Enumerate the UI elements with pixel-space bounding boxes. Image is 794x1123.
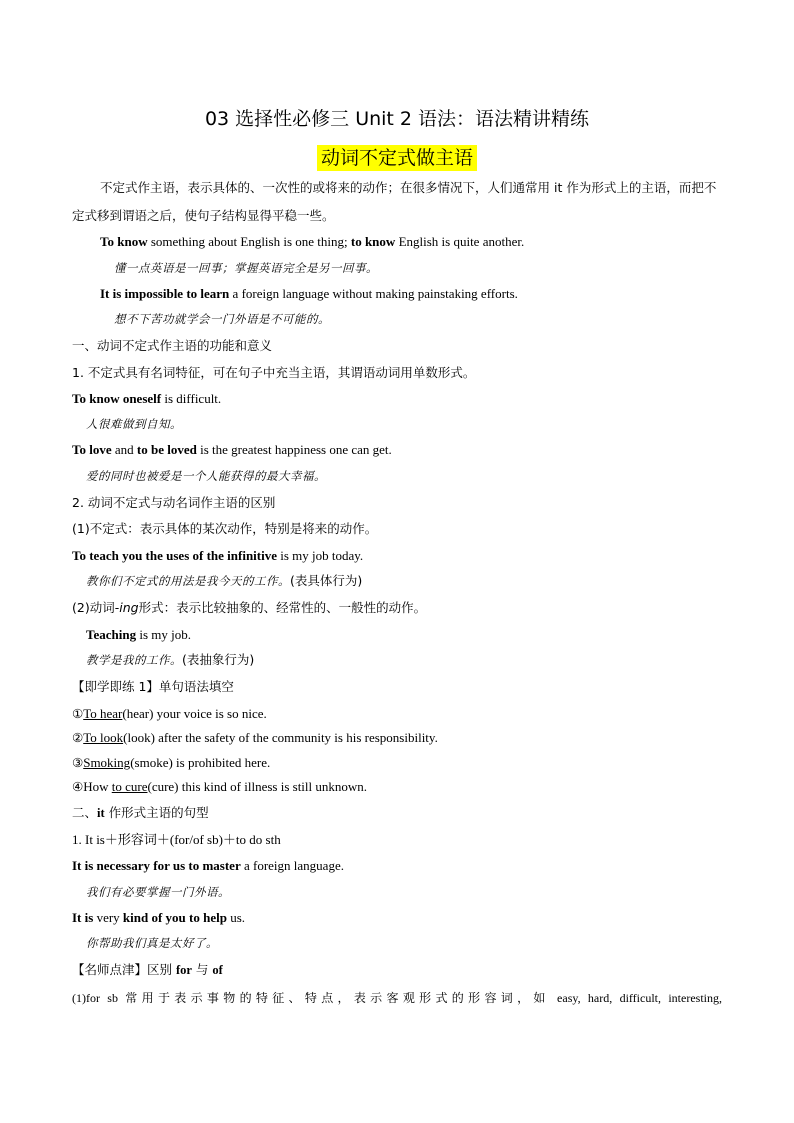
example-2: It is impossible to learn a foreign language without making painstaking efforts. bbox=[100, 286, 518, 301]
drill-question-1: ①To hear(hear) your voice is so nice. bbox=[72, 706, 267, 721]
highlighted-subtitle: 动词不定式做主语 bbox=[317, 145, 477, 171]
example-3-translation: 人很难做到自知。 bbox=[86, 417, 182, 431]
example-1: To know something about English is one thing; to know English is quite another. bbox=[100, 234, 525, 249]
point-1: 1. 不定式具有名词特征，可在句子中充当主语，其谓语动词用单数形式。 bbox=[72, 365, 476, 380]
subtitle-wrap bbox=[0, 145, 794, 171]
example-5: To teach you the uses of the infinitive is my job today. bbox=[72, 548, 364, 563]
example-8: It is very kind of you to help us. bbox=[72, 910, 246, 925]
example-7: It is necessary for us to master a foreign language. bbox=[72, 858, 344, 873]
point-2: 2. 动词不定式与动名词作主语的区别 bbox=[72, 495, 276, 510]
example-4: To love and to be loved is the greatest happiness one can get. bbox=[72, 442, 392, 457]
teacher-tip-heading: 【名师点津】区别 for 与 of bbox=[72, 962, 223, 977]
point-2-2: (2)动词-ing形式：表示比较抽象的、经常性的、一般性的动作。 bbox=[72, 600, 427, 615]
example-3: To know oneself is difficult. bbox=[72, 391, 222, 406]
answer-blank: to cure bbox=[111, 779, 148, 794]
answer-blank: To hear bbox=[83, 706, 123, 721]
answer-blank: Smoking bbox=[83, 755, 131, 770]
page-title: 03 选择性必修三 Unit 2 语法：语法精讲精练 bbox=[204, 108, 590, 130]
pattern-1: 1. It is＋形容词＋(for/of sb)＋to do sth bbox=[72, 832, 281, 847]
example-6-translation: 教学是我的工作。(表抽象行为) bbox=[86, 652, 255, 667]
section-heading-2: 二、it 作形式主语的句型 bbox=[72, 805, 209, 820]
example-4-translation: 爱的同时也被爱是一个人能获得的最大幸福。 bbox=[86, 469, 326, 483]
tip-point-1: (1)for sb 常用于表示事物的特征、特点，表示客观形式的形容词，如 easy, hard, difficult, interesting, bbox=[72, 991, 722, 1005]
section-heading-1: 一、动词不定式作主语的功能和意义 bbox=[72, 338, 273, 353]
example-6: Teaching is my job. bbox=[86, 627, 191, 642]
example-7-translation: 我们有必要掌握一门外语。 bbox=[86, 885, 230, 899]
drill-question-2: ②To look(look) after the safety of the community is his responsibility. bbox=[72, 730, 438, 745]
drill-heading: 【即学即练 1】单句语法填空 bbox=[72, 679, 234, 694]
point-2-1: (1)不定式：表示具体的某次动作，特别是将来的动作。 bbox=[72, 521, 378, 536]
example-8-translation: 你帮助我们真是太好了。 bbox=[86, 936, 218, 950]
answer-blank: To look bbox=[83, 730, 124, 745]
example-5-translation: 教你们不定式的用法是我今天的工作。(表具体行为) bbox=[86, 573, 363, 588]
example-1-translation: 懂一点英语是一回事；掌握英语完全是另一回事。 bbox=[114, 261, 378, 275]
drill-question-3: ③Smoking(smoke) is prohibited here. bbox=[72, 755, 271, 770]
example-2-translation: 想不下苦功就学会一门外语是不可能的。 bbox=[114, 312, 330, 326]
intro-paragraph: 不定式作主语，表示具体的、一次性的或将来的动作；在很多情况下，人们通常用 it 作为形式上的主语，而把不定式移到谓语之后，使句子结构显得平稳一些。 bbox=[72, 180, 717, 223]
drill-question-4: ④How to cure(cure) this kind of illness is still unknown. bbox=[72, 779, 368, 794]
